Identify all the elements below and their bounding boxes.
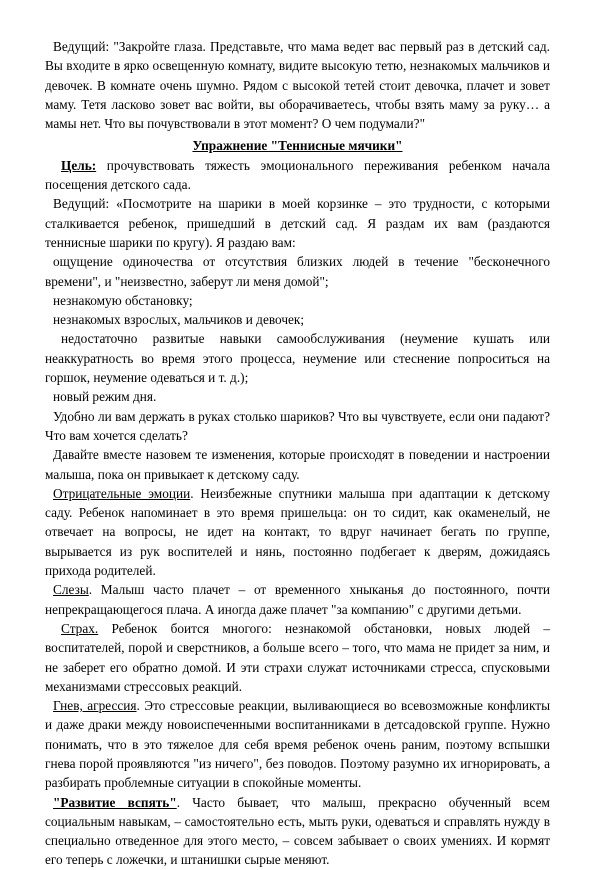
section-text: . Малыш часто плачет – от временного хныканья до постоянного, почти непрекращающегося плача. А иногда даже плачет "за компанию" с другими детьми. [45, 582, 550, 617]
call-paragraph: Давайте вместе назовем те изменения, которые происходят в поведении и настроении малыша, пока он привыкает к детскому саду. [45, 447, 550, 482]
section-label: Слезы [53, 582, 89, 598]
section-text: . Неизбежные спутники малыша при адаптации к детскому саду. Ребенок напоминает в это время пришельца: он то сидит, как окаменелый, не отвечает на вопросы, не идет на контакт, то вдруг начинает бегать по группе, вырывается из рук воспителей и нянь, постоянно подбегает к дверям, дожидаясь прихода родителей. [45, 485, 550, 579]
list-item: ощущение одиночества от отсутствия близких людей в течение "бесконечного времени", и "неизвестно, заберут ли меня домой"; [45, 254, 550, 289]
question-paragraph: Удобно ли вам держать в руках столько шариков? Что вы чувствуете, если они падают? Что вам хочется сделать? [45, 408, 550, 443]
intro-text: "Закройте глаза. Представьте, что мама ведет вас первый раз в детский сад. Вы входите в ярко освещенную комнату, видите высокую тетю, незнакомых мальчиков и девочек. В комнате очень шумно. Рядом с высокой тетей стоит девочка, плачет и зовет маму. Тетя ласково зовет вас войти, вы оборачиваетесь, чтобы взять маму за руку… а мамы нет. Что вы почувствовали в этот момент? О чем подумали?" [45, 39, 550, 132]
intro-speaker: Ведущий: [53, 39, 110, 54]
section-text: . Это стрессовые реакции, выливающиеся во всевозможные конфликты и даже драки между новоиспеченными воспитанниками в детсадовской группе. Нужно понимать, что в это тяжелое для себя время ребенок очень раним, поэтому вспышки гнева порой проявляются "из ничего", без поводов. Поэтому разумно их игнорировать, а разбирать проблемные ситуации в спокойные моменты. [45, 698, 550, 791]
section-label: "Развитие вспять" [53, 794, 177, 810]
goal-label: Цель: [61, 157, 97, 173]
goal-paragraph [45, 156, 550, 195]
list-item: недостаточно развитые навыки самообслуживания (неумение кушать или неаккуратность во время этого процесса, неумение или стеснение попроситься на горшок, неумение одеваться и т. д.); [45, 331, 550, 386]
list-item: новый режим дня. [53, 389, 157, 405]
list-item: незнакомых взрослых, мальчиков и девочек; [53, 312, 305, 328]
section-label: Гнев, агрессия [53, 698, 137, 714]
goal-text: прочувствовать тяжесть эмоционального переживания ребенком начала посещения детского сада. [45, 157, 550, 193]
host-speaker: Ведущий: [53, 196, 110, 212]
section-paragraph [45, 696, 550, 792]
host-speech-text: «Посмотрите на шарики в моей корзинке – это трудности, с которыми сталкивается ребенок, пришедший в детский сад. Я раздам их вам (раздаются теннисные шарики по кругу). Я раздаю вам: [45, 196, 550, 250]
section-text: Ребенок боится многого: незнакомой обстановки, новых людей – воспитателей, порой и сверстников, а больше всего – того, что мама не придет за ним, и не заберет его обратно домой. И эти страхи служат источниками стресса, спусковыми механизмами стрессовых реакций. [45, 620, 550, 694]
exercise-title: Упражнение "Теннисные мячики" [192, 138, 403, 154]
section-text: . Часто бывает, что малыш, прекрасно обученный всем социальным навыкам, – самостоятельно есть, мыть руки, одеваться и справлять нужду в специально отведенное для этого место, – совсем забывает о своих умениях. И кормят его теперь с ложечки, и штанишки сырые меняют. [45, 794, 550, 868]
section-paragraph [45, 619, 550, 696]
section-paragraph [45, 580, 550, 619]
section-paragraph [45, 484, 550, 580]
section-paragraph [45, 793, 550, 870]
section-label: Страх. [61, 620, 99, 636]
host-speech-paragraph [45, 194, 550, 252]
list-item: незнакомую обстановку; [53, 292, 193, 308]
section-label: Отрицательные эмоции [53, 485, 191, 501]
intro-paragraph [45, 37, 550, 133]
